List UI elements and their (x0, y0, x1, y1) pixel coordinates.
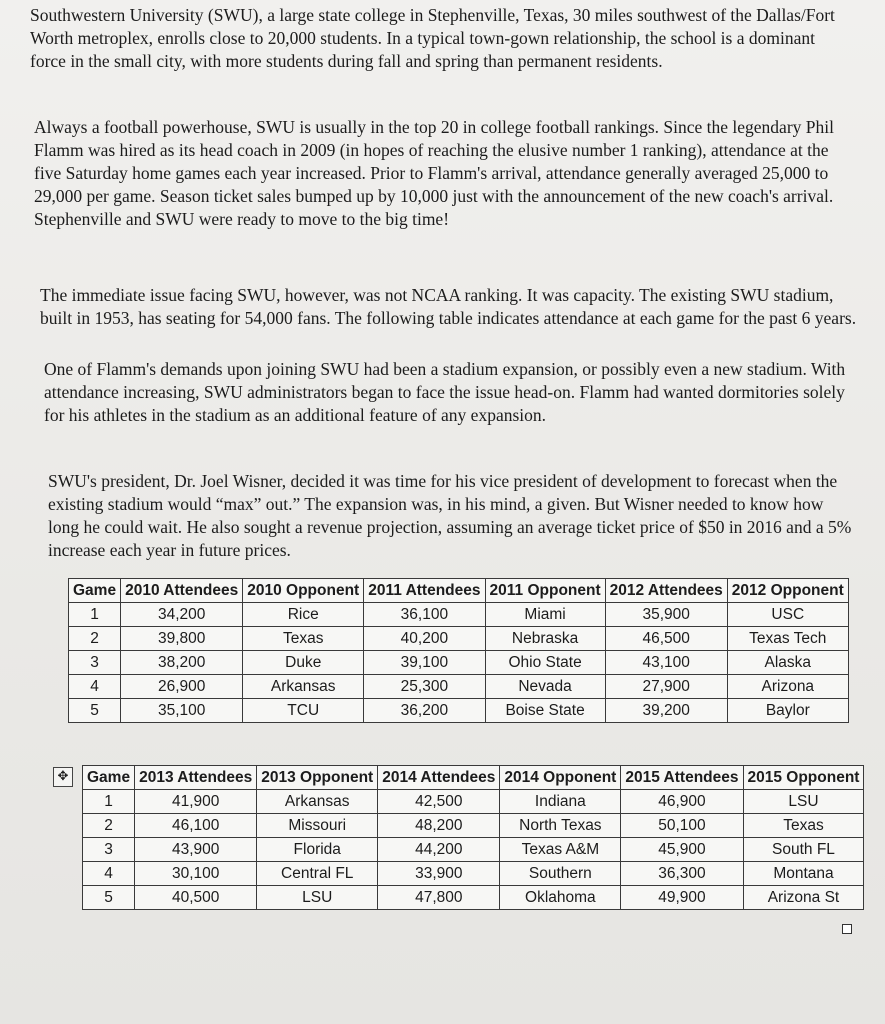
table-cell: Rice (243, 603, 364, 627)
table-cell: 34,200 (121, 603, 243, 627)
table-cell: Alaska (727, 651, 848, 675)
table-cell: 35,900 (605, 603, 727, 627)
table-row (83, 838, 864, 862)
table-cell: 26,900 (121, 675, 243, 699)
header-cell: 2014 Attendees (378, 766, 500, 790)
table-cell: 2 (69, 627, 121, 651)
table-cell: 36,200 (364, 699, 485, 723)
table-cell: Duke (243, 651, 364, 675)
table-resize-handle[interactable] (842, 924, 852, 934)
table-cell: Arizona St (743, 886, 864, 910)
table-row (83, 862, 864, 886)
header-cell: 2013 Opponent (257, 766, 378, 790)
table-cell: 30,100 (135, 862, 257, 886)
paragraph-football-history: Always a football powerhouse, SWU is usually in the top 20 in college football rankings. Since the legendary Phil Flamm was hired as its head coach in 2009 (in hopes of reaching the elusive number 1 ranking), attendance at the five Saturday home games each year increased. Prior to Flamm's arrival, attendance generally averaged 25,000 to 29,000 per game. Season ticket sales bumped up by 10,000 just with the announcement of the new coach's arrival. Stephenville and SWU were ready to move to the big time! (34, 117, 834, 229)
table-row (69, 627, 849, 651)
table-cell: 40,500 (135, 886, 257, 910)
table-cell: 5 (83, 886, 135, 910)
table-cell: Montana (743, 862, 864, 886)
paragraph-capacity-issue: The immediate issue facing SWU, however, was not NCAA ranking. It was capacity. The existing SWU stadium, built in 1953, has seating for 54,000 fans. The following table indicates attendance at each game for the past 6 years. (40, 285, 857, 328)
table-row (83, 886, 864, 910)
table-cell: 47,800 (378, 886, 500, 910)
header-cell: 2012 Opponent (727, 579, 848, 603)
table-cell: Southern (500, 862, 621, 886)
table-cell: 38,200 (121, 651, 243, 675)
table-cell: 44,200 (378, 838, 500, 862)
table-cell: Texas (243, 627, 364, 651)
table-row (69, 699, 849, 723)
table-cell: 5 (69, 699, 121, 723)
table-cell: Florida (257, 838, 378, 862)
table-cell: Nevada (485, 675, 605, 699)
table-cell: 3 (83, 838, 135, 862)
table-cell: South FL (743, 838, 864, 862)
attendance-table-2010-2012 (68, 578, 849, 723)
table-cell: 43,100 (605, 651, 727, 675)
table-cell: Texas Tech (727, 627, 848, 651)
header-cell: 2013 Attendees (135, 766, 257, 790)
header-cell: Game (83, 766, 135, 790)
table-cell: Oklahoma (500, 886, 621, 910)
table-cell: 27,900 (605, 675, 727, 699)
table-row (83, 814, 864, 838)
table-cell: 48,200 (378, 814, 500, 838)
table-cell: 35,100 (121, 699, 243, 723)
header-cell: 2010 Attendees (121, 579, 243, 603)
table-cell: 33,900 (378, 862, 500, 886)
header-cell: 2014 Opponent (500, 766, 621, 790)
table-cell: USC (727, 603, 848, 627)
table-header-row (69, 579, 849, 603)
table-cell: 36,300 (621, 862, 743, 886)
table-cell: TCU (243, 699, 364, 723)
table-cell: 43,900 (135, 838, 257, 862)
table-cell: 42,500 (378, 790, 500, 814)
table-cell: LSU (257, 886, 378, 910)
header-cell: 2011 Opponent (485, 579, 605, 603)
table-cell: Arkansas (257, 790, 378, 814)
table-cell: 39,800 (121, 627, 243, 651)
header-cell: Game (69, 579, 121, 603)
table-cell: Missouri (257, 814, 378, 838)
table-row (83, 790, 864, 814)
table-cell: Arizona (727, 675, 848, 699)
table-cell: Baylor (727, 699, 848, 723)
table-row (69, 675, 849, 699)
header-cell: 2015 Opponent (743, 766, 864, 790)
table-cell: LSU (743, 790, 864, 814)
table-cell: Arkansas (243, 675, 364, 699)
table-cell: 45,900 (621, 838, 743, 862)
table-cell: 40,200 (364, 627, 485, 651)
table-cell: Indiana (500, 790, 621, 814)
table-cell: 46,900 (621, 790, 743, 814)
table-cell: 3 (69, 651, 121, 675)
table-cell: Central FL (257, 862, 378, 886)
table-cell: Boise State (485, 699, 605, 723)
table-cell: 4 (69, 675, 121, 699)
table-cell: 1 (69, 603, 121, 627)
table-cell: Nebraska (485, 627, 605, 651)
table-cell: 36,100 (364, 603, 485, 627)
table-cell: 41,900 (135, 790, 257, 814)
table-cell: 39,100 (364, 651, 485, 675)
header-cell: 2012 Attendees (605, 579, 727, 603)
table-header-row (83, 766, 864, 790)
table-cell: Texas A&M (500, 838, 621, 862)
header-cell: 2011 Attendees (364, 579, 485, 603)
header-cell: 2015 Attendees (621, 766, 743, 790)
move-handle-icon[interactable]: ✥ (53, 767, 73, 787)
table-row (69, 603, 849, 627)
table-cell: 4 (83, 862, 135, 886)
table-cell: 2 (83, 814, 135, 838)
table-cell: 46,100 (135, 814, 257, 838)
table-cell: 39,200 (605, 699, 727, 723)
table-cell: 1 (83, 790, 135, 814)
table-cell: 49,900 (621, 886, 743, 910)
table-cell: Texas (743, 814, 864, 838)
header-cell: 2010 Opponent (243, 579, 364, 603)
table-cell: Miami (485, 603, 605, 627)
table-cell: 46,500 (605, 627, 727, 651)
table-cell: 50,100 (621, 814, 743, 838)
paragraph-intro: Southwestern University (SWU), a large state college in Stephenville, Texas, 30 miles southwest of the Dallas/Fort Worth metroplex, enrolls close to 20,000 students. In a typical town-gown relationship, the school is a dominant force in the small city, with more students during fall and spring than permanent residents. (30, 5, 835, 71)
table-row (69, 651, 849, 675)
table-cell: North Texas (500, 814, 621, 838)
table-cell: Ohio State (485, 651, 605, 675)
attendance-table-2013-2015 (82, 765, 864, 910)
table-cell: 25,300 (364, 675, 485, 699)
paragraph-forecast-request: SWU's president, Dr. Joel Wisner, decided it was time for his vice president of development to forecast when the existing stadium would “max” out.” The expansion was, in his mind, a given. But Wisner needed to know how long he could wait. He also sought a revenue projection, assuming an average ticket price of $50 in 2016 and a 5% increase each year in future prices. (48, 471, 852, 560)
paragraph-expansion-demands: One of Flamm's demands upon joining SWU had been a stadium expansion, or possibly even a new stadium. With attendance increasing, SWU administrators began to face the issue head-on. Flamm had wanted dormitories solely for his athletes in the stadium as an additional feature of any expansion. (44, 359, 846, 425)
